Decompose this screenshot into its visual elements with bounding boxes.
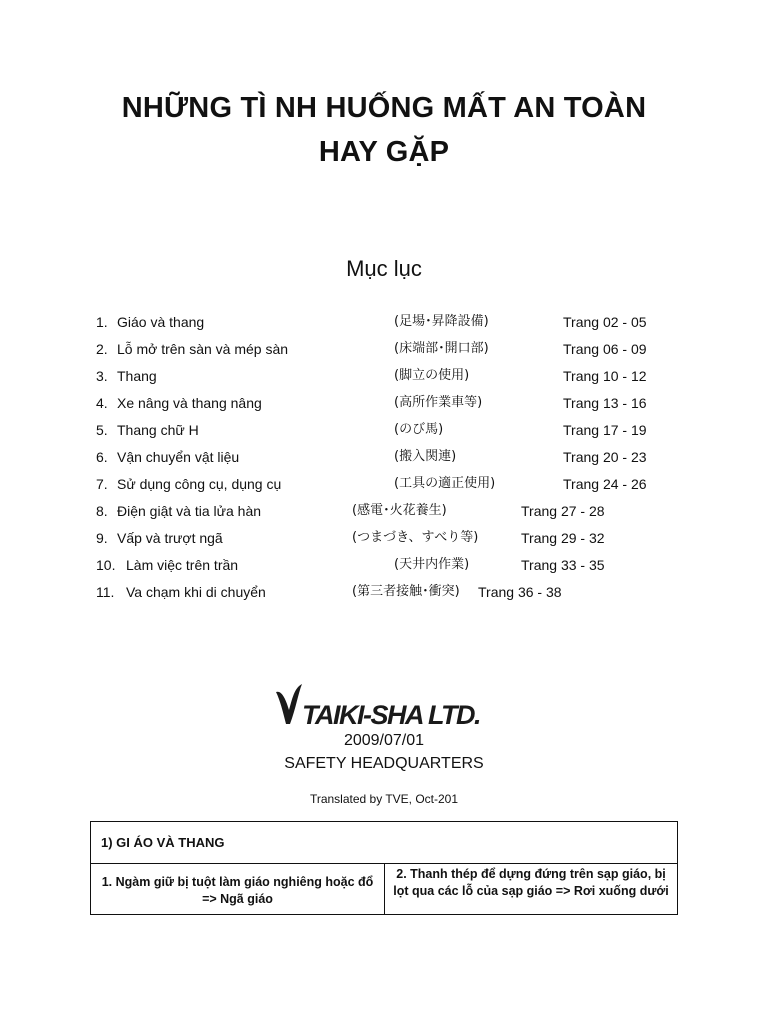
toc-item-japanese: (のび馬) xyxy=(394,422,444,437)
toc-item-page: Trang 24 - 26 xyxy=(563,476,647,492)
toc-item-number: 5. xyxy=(96,422,108,438)
toc-item-japanese: (足場･昇降設備) xyxy=(394,314,489,329)
toc-item-japanese: (工具の適正使用) xyxy=(394,476,496,491)
logo-v-mark-icon xyxy=(276,684,302,724)
toc-item-number: 9. xyxy=(96,530,108,546)
toc-item-label: Vận chuyển vật liệu xyxy=(117,449,240,465)
taiki-sha-logo xyxy=(272,682,486,730)
hazard-cell-1: 1. Ngàm giữ bị tuột làm giáo nghiêng hoặc đổ => Ngã giáo xyxy=(91,864,385,914)
toc-item-page: Trang 02 - 05 xyxy=(563,314,647,330)
toc-item-label: Điện giật và tia lửa hàn xyxy=(117,503,262,519)
toc-item-number: 8. xyxy=(96,503,108,519)
toc-item-page: Trang 33 - 35 xyxy=(521,557,605,573)
toc-item-label: Thang xyxy=(117,368,157,384)
department-name: SAFETY HEADQUARTERS xyxy=(284,755,484,772)
toc-item-page: Trang 29 - 32 xyxy=(521,530,605,546)
hazard-cell-2: 2. Thanh thép để dựng đứng trên sạp giáo, bị lọt qua các lỗ của sạp giáo => Rơi xuống dưới xyxy=(393,867,669,898)
toc-item-number: 4. xyxy=(96,395,108,411)
toc-item-page: Trang 36 - 38 xyxy=(478,584,562,600)
document-title xyxy=(0,86,768,174)
toc-item-label: Sử dụng công cụ, dụng cụ xyxy=(117,476,282,492)
section-table xyxy=(90,821,678,915)
toc-item-label: Va chạm khi di chuyển xyxy=(126,584,266,600)
toc-item-number: 1. xyxy=(96,314,108,330)
toc-item-japanese: (第三者接触･衝突) xyxy=(352,584,460,599)
document-date: 2009/07/01 xyxy=(343,732,425,749)
title-line-2: HAY GẶP xyxy=(318,136,450,168)
toc-item-number: 7. xyxy=(96,476,108,492)
toc-item-number: 6. xyxy=(96,449,108,465)
toc-item-number: 11. xyxy=(96,584,115,600)
title-line-1: NHỮNG TÌ NH HUỐNG MẤT AN TOÀN xyxy=(121,92,647,124)
logo-text: TAIKI-SHA LTD. xyxy=(302,700,480,730)
section-header: 1) GI ÁO VÀ THANG xyxy=(91,822,677,864)
toc-item-label: Giáo và thang xyxy=(117,314,205,330)
toc-item-japanese: (搬入関連) xyxy=(394,449,457,464)
toc-item-japanese: (天井内作業) xyxy=(394,557,470,572)
toc-item-japanese: (床端部･開口部) xyxy=(394,341,489,356)
toc-heading: Mục lục xyxy=(346,256,422,281)
toc-item-page: Trang 27 - 28 xyxy=(521,503,605,519)
toc-item-label: Lỗ mở trên sàn và mép sàn xyxy=(117,341,289,357)
toc-item-page: Trang 06 - 09 xyxy=(563,341,647,357)
translation-note: Translated by TVE, Oct-201 xyxy=(309,792,459,806)
toc-item-label: Xe nâng và thang nâng xyxy=(117,395,262,411)
toc-item-page: Trang 10 - 12 xyxy=(563,368,647,384)
toc-item-japanese: (脚立の使用) xyxy=(394,368,470,383)
toc-item-number: 2. xyxy=(96,341,108,357)
toc-item-label: Thang chữ H xyxy=(117,422,199,438)
toc-item-japanese: (つまづき、すべり等) xyxy=(352,530,479,545)
toc-item-label: Làm việc trên trần xyxy=(126,557,239,573)
toc-item-page: Trang 13 - 16 xyxy=(563,395,647,411)
toc-item-japanese: (高所作業車等) xyxy=(394,395,483,410)
toc-item-number: 10. xyxy=(96,557,116,573)
toc-item-page: Trang 20 - 23 xyxy=(563,449,647,465)
toc-item-japanese: (感電･火花養生) xyxy=(352,503,447,518)
toc-item-label: Vấp và trượt ngã xyxy=(117,530,223,546)
toc-item-number: 3. xyxy=(96,368,108,384)
toc-item-page: Trang 17 - 19 xyxy=(563,422,647,438)
